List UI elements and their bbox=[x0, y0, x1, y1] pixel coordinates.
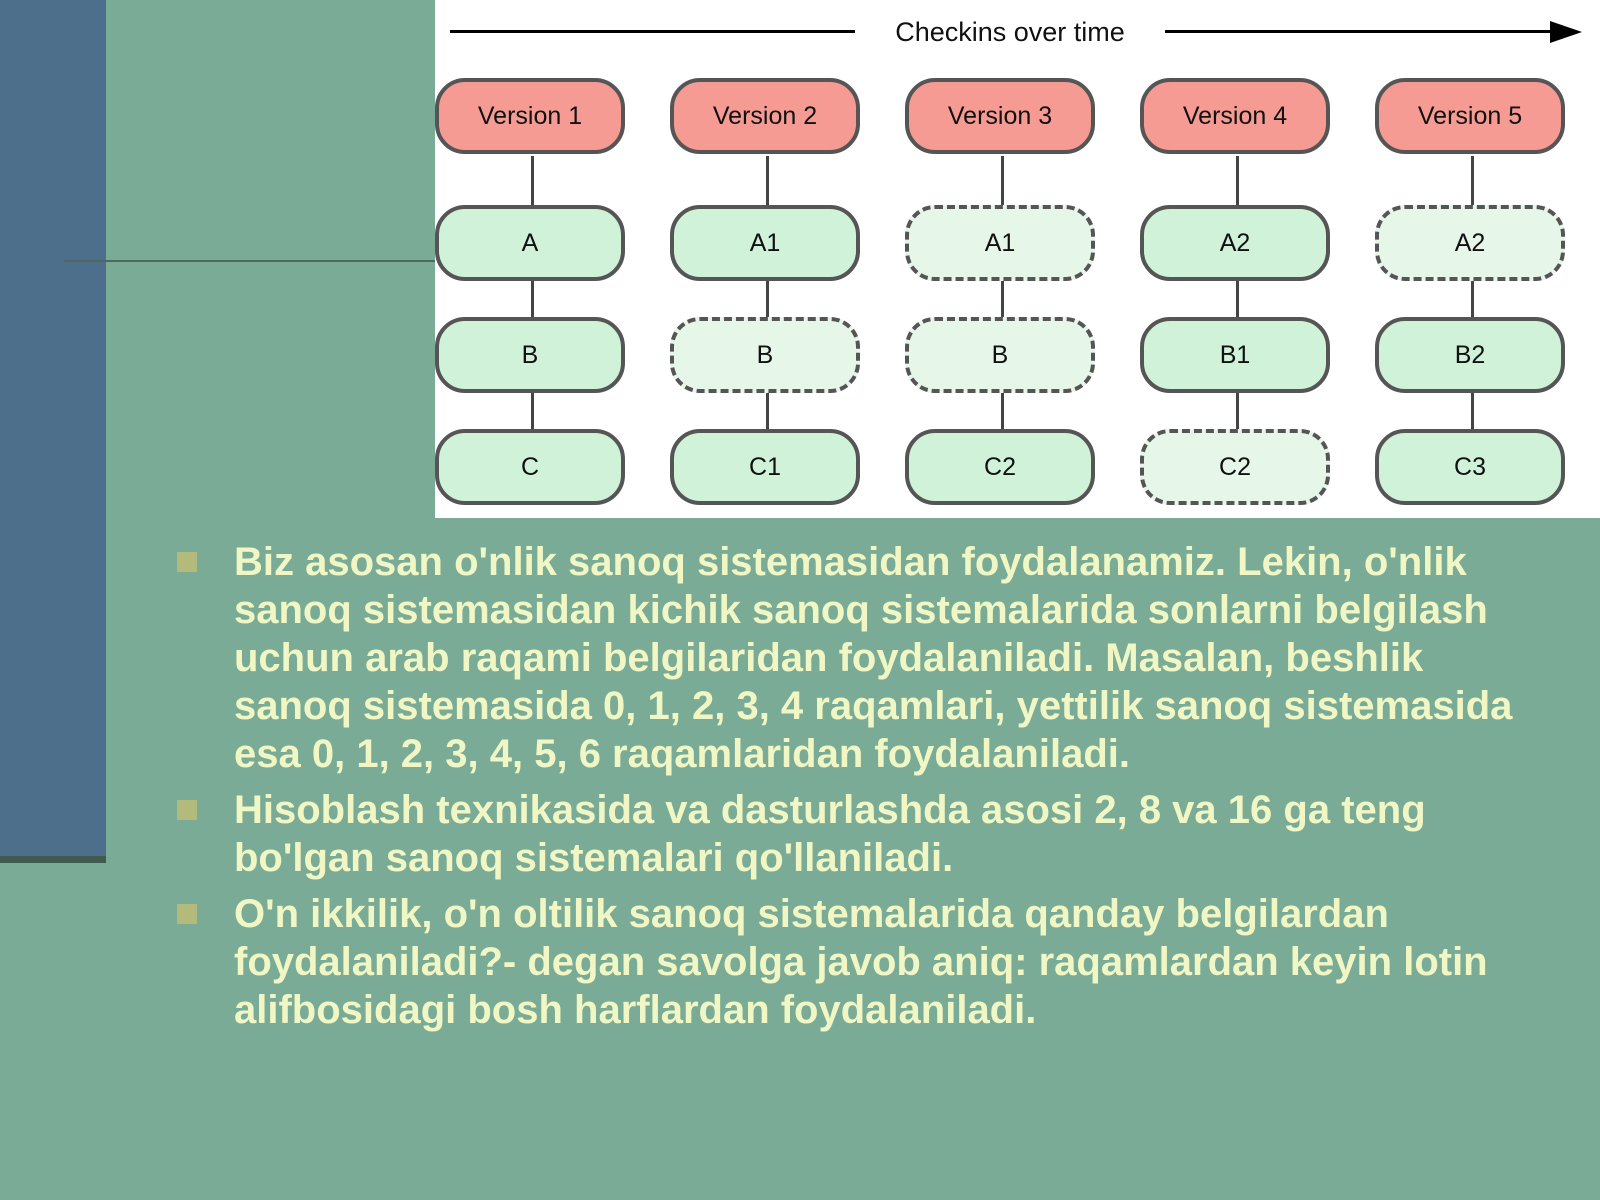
bullet-list bbox=[173, 538, 1513, 1042]
square-bullet-icon bbox=[177, 552, 197, 572]
file-node-unchanged: B bbox=[905, 317, 1095, 393]
version-diagram bbox=[435, 0, 1600, 518]
bullet-item bbox=[173, 786, 1513, 882]
file-node: C1 bbox=[670, 429, 860, 505]
file-node: A1 bbox=[670, 205, 860, 281]
file-node-unchanged: A2 bbox=[1375, 205, 1565, 281]
version-node: Version 2 bbox=[670, 78, 860, 154]
bullet-text: O'n ikkilik, o'n oltilik sanoq sistemalarida qanday belgilardan foydalaniladi?- degan savolga javob aniq: raqamlardan keyin lotin alifbosidagi bosh harflardan foydalaniladi. bbox=[234, 892, 1488, 1032]
bullet-item bbox=[173, 538, 1513, 778]
file-node-unchanged: C2 bbox=[1140, 429, 1330, 505]
accent-line bbox=[64, 260, 436, 262]
version-column bbox=[435, 78, 631, 518]
connector-line bbox=[766, 156, 769, 446]
file-node: C2 bbox=[905, 429, 1095, 505]
file-node: A bbox=[435, 205, 625, 281]
timeline-line-right bbox=[1165, 30, 1555, 33]
connector-line bbox=[1236, 156, 1239, 446]
side-band bbox=[0, 0, 106, 863]
version-node: Version 4 bbox=[1140, 78, 1330, 154]
file-node: B2 bbox=[1375, 317, 1565, 393]
file-node-unchanged: B bbox=[670, 317, 860, 393]
version-node: Version 5 bbox=[1375, 78, 1565, 154]
file-node: A2 bbox=[1140, 205, 1330, 281]
square-bullet-icon bbox=[177, 904, 197, 924]
version-column bbox=[1140, 78, 1336, 518]
square-bullet-icon bbox=[177, 800, 197, 820]
connector-line bbox=[1001, 156, 1004, 446]
version-node: Version 3 bbox=[905, 78, 1095, 154]
timeline-line-left bbox=[450, 30, 855, 33]
version-column bbox=[1375, 78, 1571, 518]
file-node: C bbox=[435, 429, 625, 505]
file-node-unchanged: A1 bbox=[905, 205, 1095, 281]
timeline bbox=[450, 12, 1590, 52]
timeline-arrow-icon bbox=[1550, 21, 1582, 43]
connector-line bbox=[531, 156, 534, 446]
file-node: C3 bbox=[1375, 429, 1565, 505]
version-node: Version 1 bbox=[435, 78, 625, 154]
connector-line bbox=[1471, 156, 1474, 446]
file-node: B1 bbox=[1140, 317, 1330, 393]
version-column bbox=[905, 78, 1101, 518]
bullet-item bbox=[173, 890, 1513, 1034]
version-column bbox=[670, 78, 866, 518]
timeline-label: Checkins over time bbox=[895, 17, 1125, 47]
bullet-text: Hisoblash texnikasida va dasturlashda asosi 2, 8 va 16 ga teng bo'lgan sanoq sistemalari qo'llaniladi. bbox=[234, 788, 1426, 880]
file-node: B bbox=[435, 317, 625, 393]
bullet-text: Biz asosan o'nlik sanoq sistemasidan foydalanamiz. Lekin, o'nlik sanoq sistemasidan kichik sanoq sistemalarida sonlarni belgilash uchun arab raqami belgilaridan foydalaniladi. Masalan, beshlik sanoq sistemasida 0, 1, 2, 3, 4 raqamlari, yettilik sanoq sistemasida esa 0, 1, 2, 3, 4, 5, 6 raqamlaridan foydalaniladi. bbox=[234, 540, 1513, 776]
